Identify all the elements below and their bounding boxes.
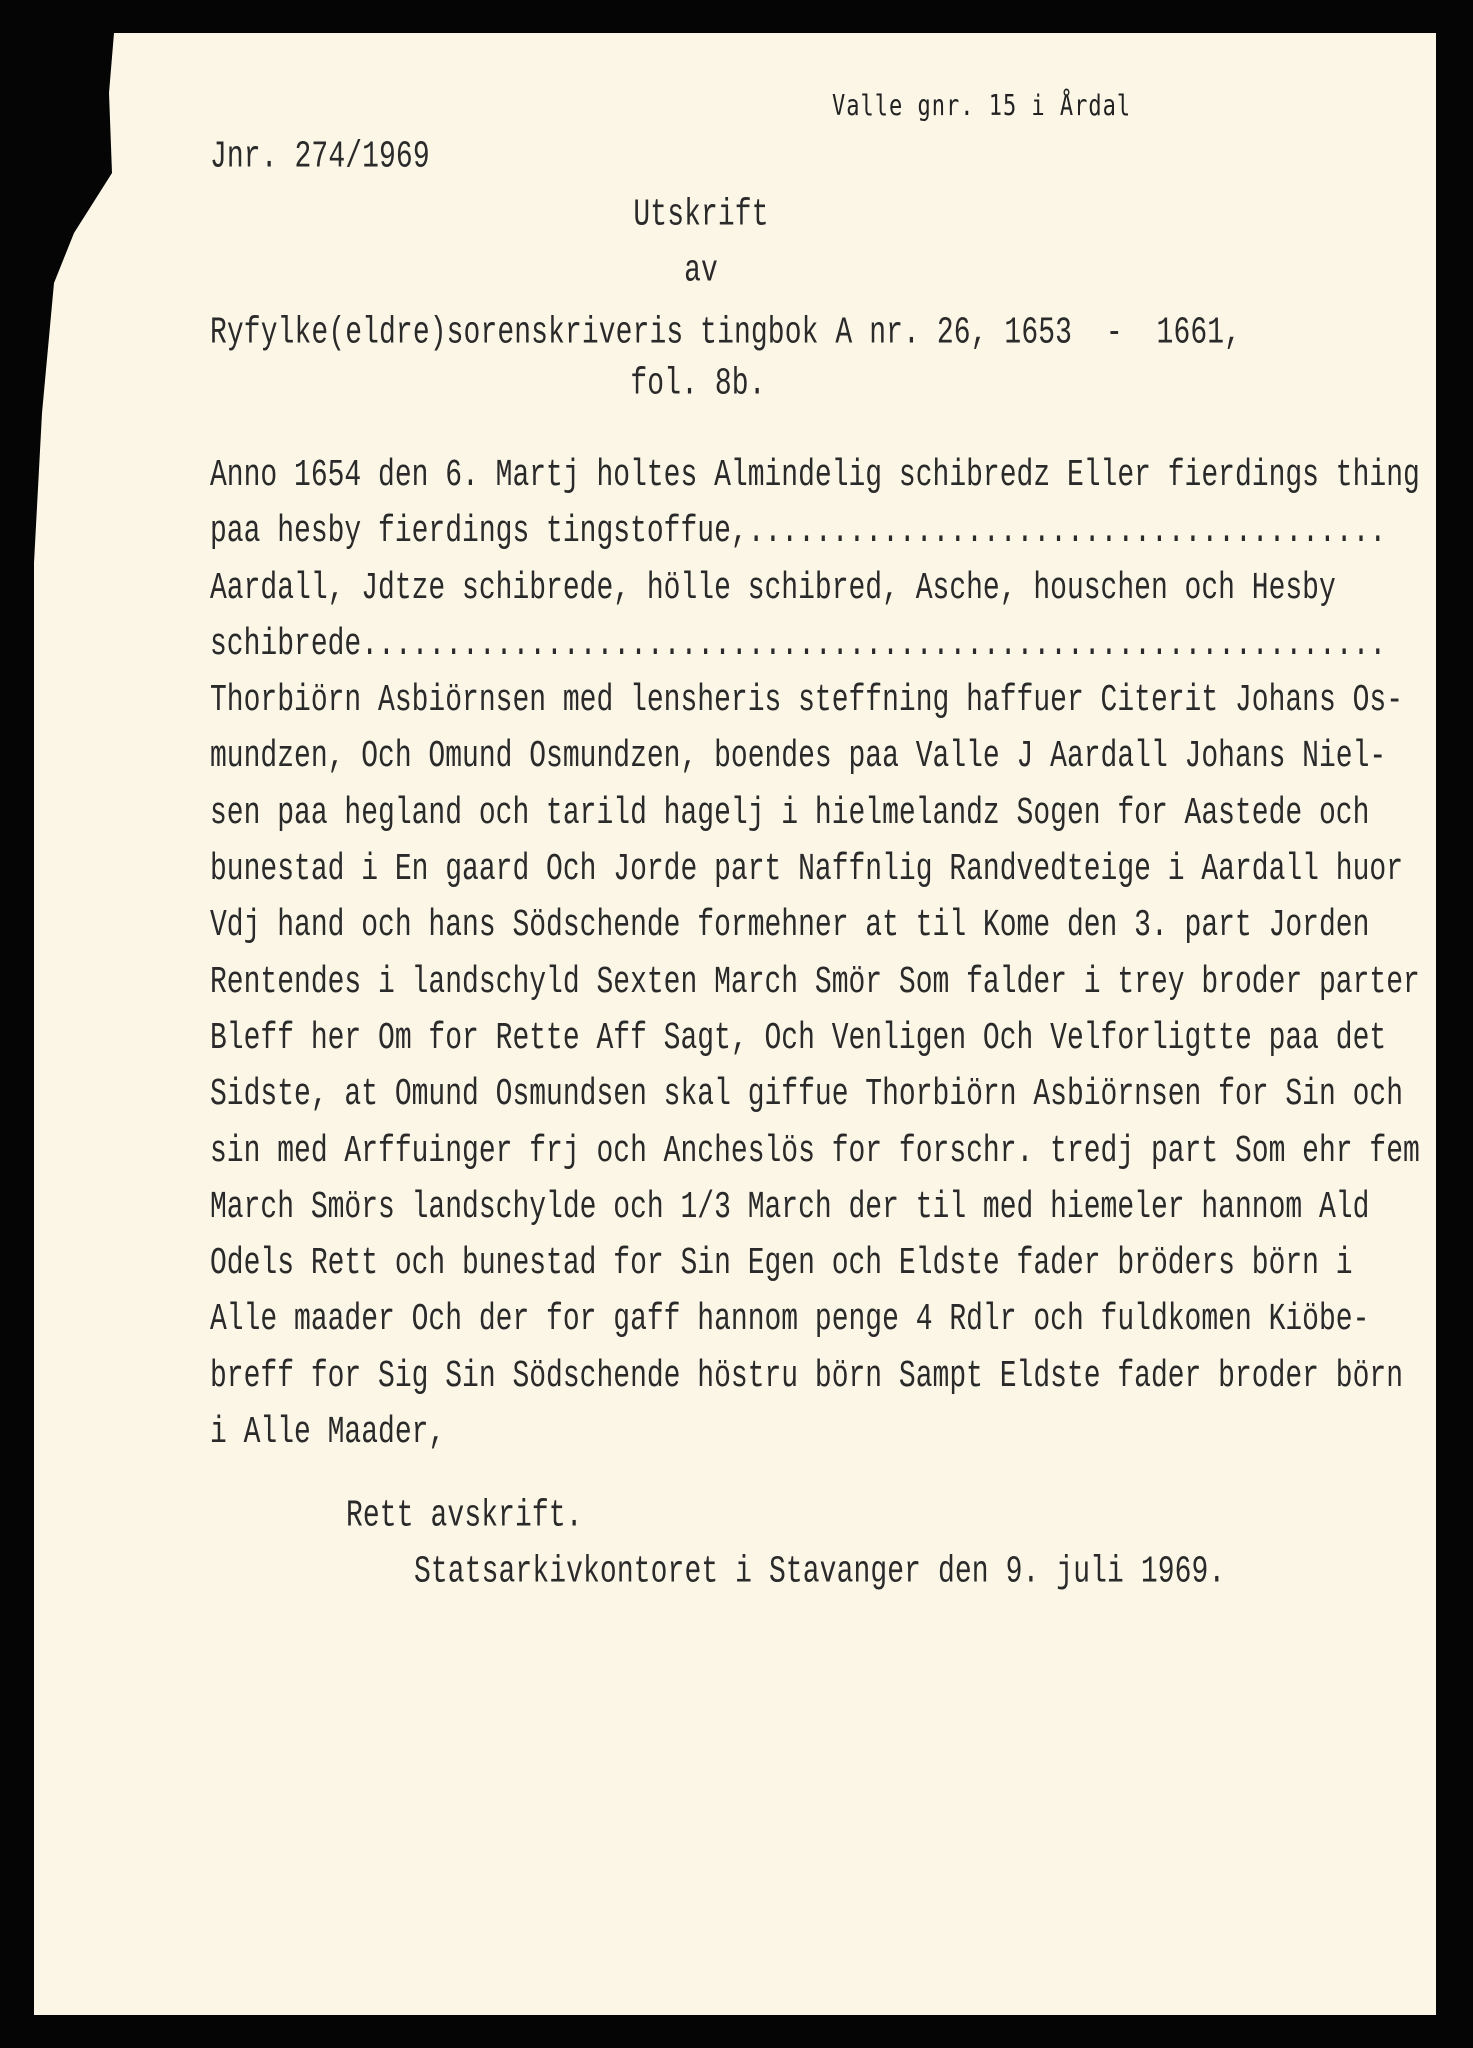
- body-line: schibrede.............................................................: [210, 624, 1387, 667]
- body-line: mundzen, Och Omund Osmundzen, boendes paa Valle J Aardall Johans Niel-: [210, 736, 1387, 779]
- body-line: Thorbiörn Asbiörnsen med lensheris steffning haffuer Citerit Johans Os-: [210, 680, 1403, 723]
- body-line: Sidste, at Omund Osmundsen skal giffue Thorbiörn Asbiörnsen for Sin och: [210, 1074, 1403, 1117]
- place-and-date: Statsarkivkontoret i Stavanger den 9. juli 1969.: [414, 1551, 1226, 1594]
- body-line: Rentendes i landschyld Sexten March Smör Som falder i trey broder parter: [210, 962, 1420, 1004]
- certification-text: Rett avskrift.: [346, 1495, 583, 1538]
- source-reference: Ryfylke(eldre)sorenskriveris tingbok A nr. 26, 1653 - 1661,: [210, 312, 1242, 355]
- body-line: Odels Rett och bunestad for Sin Egen och Eldste fader bröders börn i: [210, 1243, 1353, 1286]
- body-line: paa hesby fierdings tingstoffue,......................................: [210, 511, 1387, 554]
- document-title: Utskrift: [633, 194, 769, 237]
- transcription-body: [210, 449, 1420, 1462]
- folio-reference: fol. 8b.: [630, 363, 766, 406]
- body-line: Anno 1654 den 6. Martj holtes Almindelig schibredz Eller fierdings thing: [210, 455, 1420, 498]
- body-line: Alle maader Och der for gaff hannom penge 4 Rdlr och fuldkomen Kiöbe-: [210, 1299, 1370, 1342]
- body-line: bunestad i En gaard Och Jorde part Naffnlig Randvedteige i Aardall huor: [210, 849, 1403, 892]
- body-line: sin med Arffuinger frj och Ancheslös for forschr. tredj part Som ehr fem: [210, 1130, 1420, 1173]
- body-line: i Alle Maader,: [210, 1412, 446, 1455]
- document-title-of: av: [684, 250, 718, 293]
- body-line: Vdj hand och hans Södschende formehner at til Kome den 3. part Jorden: [210, 905, 1370, 948]
- body-line: breff for Sig Sin Södschende höstru börn Sampt Eldste fader broder börn: [210, 1356, 1403, 1398]
- property-reference: Valle gnr. 15 i Årdal: [832, 90, 1132, 123]
- body-line: sen paa hegland och tarild hagelj i hielmelandz Sogen for Aastede och: [210, 793, 1370, 835]
- body-line: Bleff her Om for Rette Aff Sagt, Och Venligen Och Velforligtte paa det: [210, 1018, 1387, 1061]
- journal-number: Jnr. 274/1969: [210, 136, 430, 179]
- body-line: March Smörs landschylde och 1/3 March der til med hiemeler hannom Ald: [210, 1187, 1370, 1230]
- body-line: Aardall, Jdtze schibrede, hölle schibred, Asche, houschen och Hesby: [210, 567, 1336, 610]
